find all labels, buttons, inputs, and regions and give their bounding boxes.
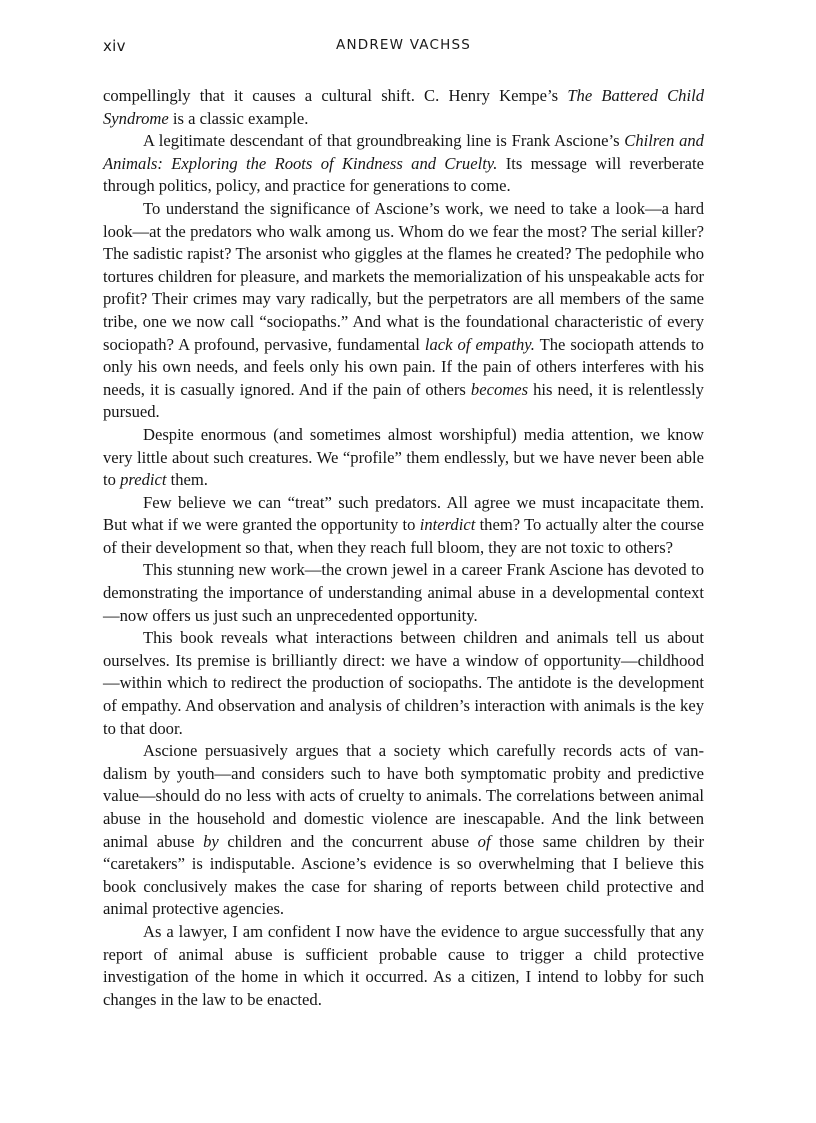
paragraph [103,424,704,492]
paragraph [103,130,704,198]
italic-text: predict [120,470,167,490]
paragraph [103,85,704,130]
paragraph [103,492,704,560]
italic-text: Chilren and Animals: Exploring the Roots of Kindness and Cruelty. [103,131,704,173]
text-run: This stunning new work—the crown jewel in a career Frank Ascione has devoted to demonstrating the importance of understanding animal abuse in a developmental context—now offers us just such an unprecedented opportunity. [103,560,704,625]
paragraph [103,921,704,1011]
running-head [103,37,704,57]
paragraph [103,198,704,424]
text-run: Ascione persuasively argues that a society which carefully records acts of vandalism by youth—and considers such to have both symptomatic probity and predictive value—should do no less with acts of cruelty to animals. The correlations between animal abuse in the household and domestic violence are inescapable. And the link between animal abuse [103,741,704,851]
paragraph [103,740,704,921]
body-text [103,85,704,1011]
running-title: ANDREW VACHSS [336,37,471,53]
italic-text: by [203,831,219,851]
italic-text: interdict [419,515,476,535]
text-run: The sociopath attends to only his own needs, and feels only his own pain. If the pain of others interferes with his needs, it is casually ignored. And if the pain of others [103,334,704,399]
text-run: those same children by their “caretakers” is indisputable. Ascione’s evidence is so overwhelming that I believe this book conclusively makes the case for sharing of reports between child protective and animal protective agencies. [103,831,705,919]
text-run: them? To actually alter the course of their development so that, when they reach full bloom, they are not toxic to others? [103,515,704,557]
text-run: Few believe we can “treat” such predators. All agree we must incapacitate them. But what if we were granted the opportunity to [103,492,704,535]
text-run: compellingly that it causes a cultural shift. C. Henry Kempe’s [103,86,568,105]
text-run: his need, it is relentlessly pursued. [103,379,704,422]
text-run: As a lawyer, I am confident I now have the evidence to argue successfully that any report of animal abuse is sufficient probable cause to trigger a child protective investigation of the home in which it occurred. As a citizen, I intend to lobby for such changes in the law to be enacted. [103,921,704,1009]
text-run: A legitimate descendant of that groundbreaking line is Frank Ascione’s [143,131,625,151]
italic-text: of [477,831,491,851]
italic-text: lack of empathy. [424,334,535,354]
text-run: is a classic example. [168,108,309,128]
paragraph [103,559,704,627]
page-number: xiv [103,37,126,55]
text-run: children and the concurrent abuse [218,831,478,851]
text-run: them. [166,470,208,490]
text-run: Despite enormous (and sometimes almost worshipful) media attention, we know very little about such creatures. We “profile” them endlessly, but we have never been able to [103,424,704,490]
text-run: Its message will reverberate through politics, policy, and practice for generations to come. [103,153,705,196]
italic-text: The Battered Child Syndrome [103,86,705,128]
text-run: This book reveals what interactions between children and animals tell us about ourselves. Its premise is brilliantly direct: we have a window of opportunity—childhood—within which to redirect the production of sociopaths. The antidote is the development of empathy. And observation and analysis of children’s interaction with animals is the key to that door. [103,628,704,738]
paragraph [103,627,704,740]
text-run: To understand the significance of Ascione’s work, we need to take a look—a hard look—at the predators who walk among us. Whom do we fear the most? The serial killer? The sadistic rapist? The arsonist who giggles at the flames he created? The pedophile who tortures children for pleasure, and markets the memorialization of his unspeakable acts for profit? Their crimes may vary radically, but the perpetrators are all members of the same tribe, one we now call “sociopaths.” And what is the foundational characteristic of every sociopath? A profound, pervasive, fundamental [103,198,704,354]
italic-text: becomes [470,379,529,399]
